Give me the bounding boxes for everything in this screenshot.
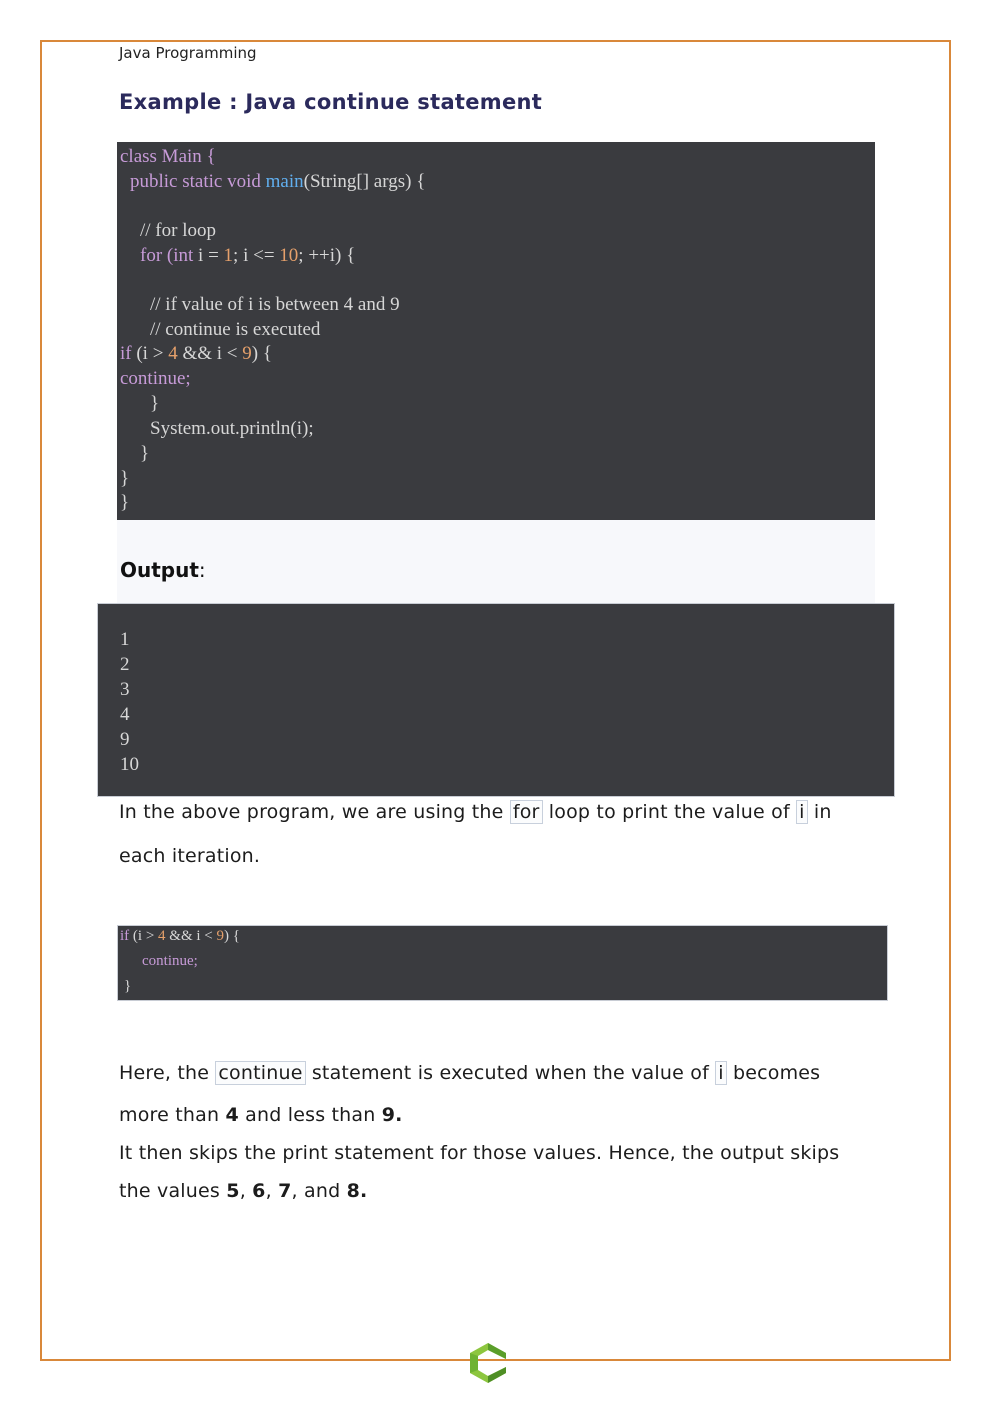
inline-code: i: [715, 1061, 726, 1085]
output-band: [117, 520, 875, 603]
code-line: }: [150, 393, 160, 414]
code-block-output: [97, 603, 895, 797]
code-block-main: [117, 142, 875, 520]
code-line: }: [120, 492, 130, 513]
code-line: if (i > 4 && i < 9) {: [120, 343, 272, 364]
code-block-snippet: [117, 925, 888, 1001]
inline-code: continue: [215, 1061, 305, 1085]
paragraph-line: Here, the continue statement is executed when the value of i becomes: [119, 1062, 821, 1084]
inline-code: i: [796, 800, 807, 824]
code-line: System.out.println(i);: [150, 418, 314, 439]
output-line: 4: [120, 704, 130, 725]
code-comment: // if value of i is between 4 and 9: [150, 294, 400, 315]
paragraph-line: each iteration.: [119, 845, 261, 867]
output-line: 9: [120, 729, 130, 750]
code-line: }: [140, 443, 150, 464]
code-line: continue;: [142, 953, 198, 969]
output-line: 3: [120, 679, 130, 700]
code-line: }: [120, 468, 130, 489]
code-comment: // continue is executed: [150, 319, 321, 340]
code-line: }: [124, 978, 132, 994]
code-line: public static void main(String[] args) {: [130, 171, 426, 192]
paragraph-line: It then skips the print statement for those values. Hence, the output skips: [119, 1142, 840, 1164]
code-line: if (i > 4 && i < 9) {: [120, 928, 240, 944]
paragraph-line: the values 5, 6, 7, and 8.: [119, 1180, 368, 1202]
inline-code: for: [510, 800, 543, 824]
code-comment: // for loop: [140, 220, 216, 241]
code-line: class Main {: [120, 146, 216, 167]
output-line: 2: [120, 654, 130, 675]
running-header: Java Programming: [119, 44, 257, 62]
code-line: continue;: [120, 368, 191, 389]
output-line: 1: [120, 629, 130, 650]
code-line: for (int i = 1; i <= 10; ++i) {: [140, 245, 356, 266]
paragraph-line: more than 4 and less than 9.: [119, 1104, 403, 1126]
output-label: Output:: [120, 558, 206, 582]
brand-logo-icon: [466, 1341, 510, 1385]
paragraph-line: In the above program, we are using the for loop to print the value of i in: [119, 801, 832, 823]
section-title: Example : Java continue statement: [119, 90, 543, 114]
output-line: 10: [120, 754, 139, 775]
